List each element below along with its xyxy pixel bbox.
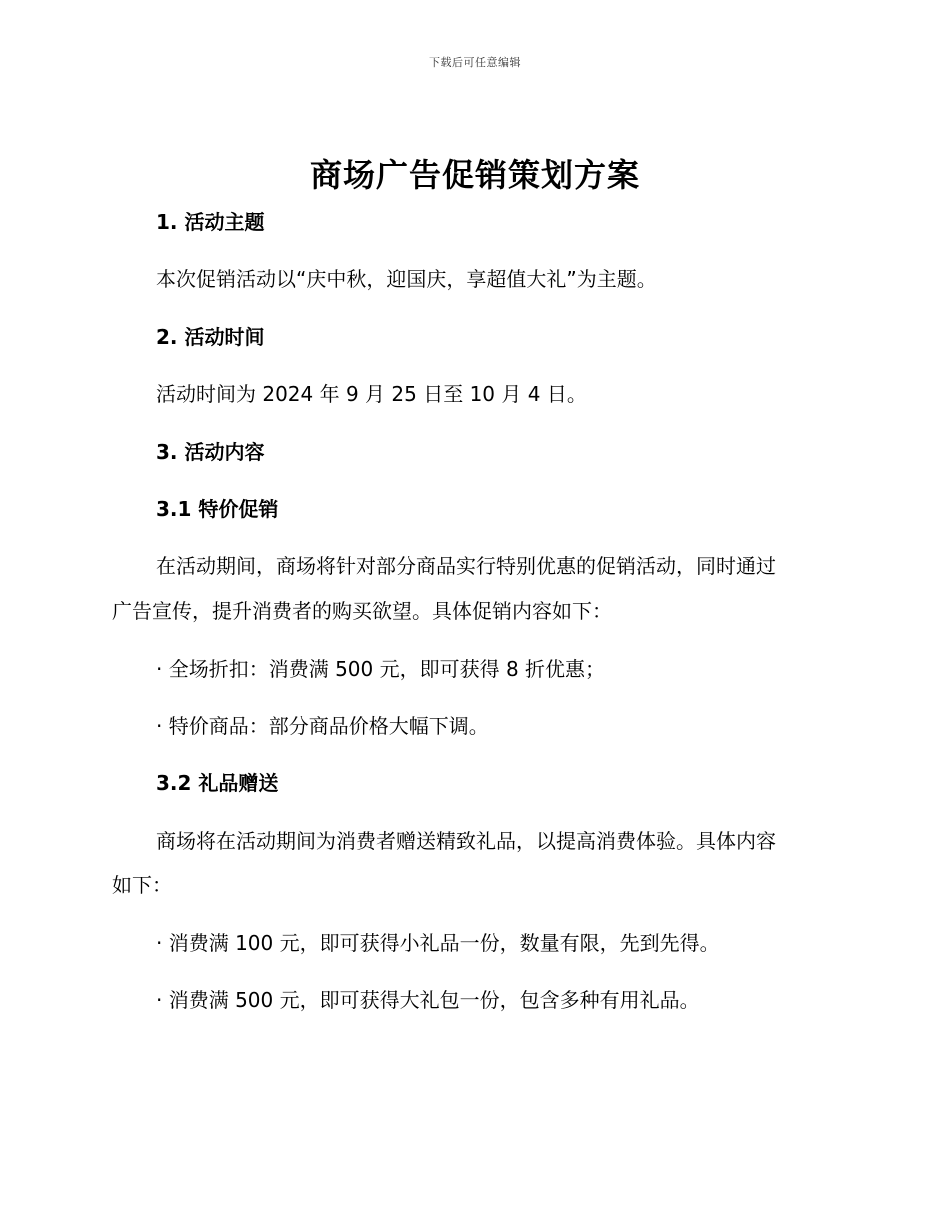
section-3-2-heading: 3.2 礼品赠送 <box>156 771 279 795</box>
section-3-1-heading: 3.1 特价促销 <box>156 497 279 521</box>
section-3-1-paragraph-line-1: 在活动期间，商场将针对部分商品实行特别优惠的促销活动，同时通过 <box>156 554 776 578</box>
section-3-2-paragraph-line-2: 如下： <box>112 873 172 897</box>
section-2-heading: 2. 活动时间 <box>156 325 265 349</box>
section-3-1-paragraph-line-2: 广告宣传，提升消费者的购买欲望。具体促销内容如下： <box>112 599 612 623</box>
section-3-2-paragraph-line-1: 商场将在活动期间为消费者赠送精致礼品，以提高消费体验。具体内容 <box>156 829 776 853</box>
section-3-heading: 3. 活动内容 <box>156 440 265 464</box>
section-3-2-bullet-1: · 消费满 100 元，即可获得小礼品一份，数量有限，先到先得。 <box>156 931 720 955</box>
section-1-heading: 1. 活动主题 <box>156 210 265 234</box>
document-title: 商场广告促销策划方案 <box>309 156 640 194</box>
section-1-text: 本次促销活动以“庆中秋，迎国庆，享超值大礼”为主题。 <box>156 267 657 291</box>
section-3-2-bullet-2: · 消费满 500 元，即可获得大礼包一份，包含多种有用礼品。 <box>156 988 700 1012</box>
section-2-text: 活动时间为 2024 年 9 月 25 日至 10 月 4 日。 <box>156 382 587 406</box>
section-3-1-bullet-2: · 特价商品：部分商品价格大幅下调。 <box>156 714 489 738</box>
header-note: 下载后可任意编辑 <box>429 56 521 69</box>
section-3-1-bullet-1: · 全场折扣：消费满 500 元，即可获得 8 折优惠； <box>156 657 606 681</box>
